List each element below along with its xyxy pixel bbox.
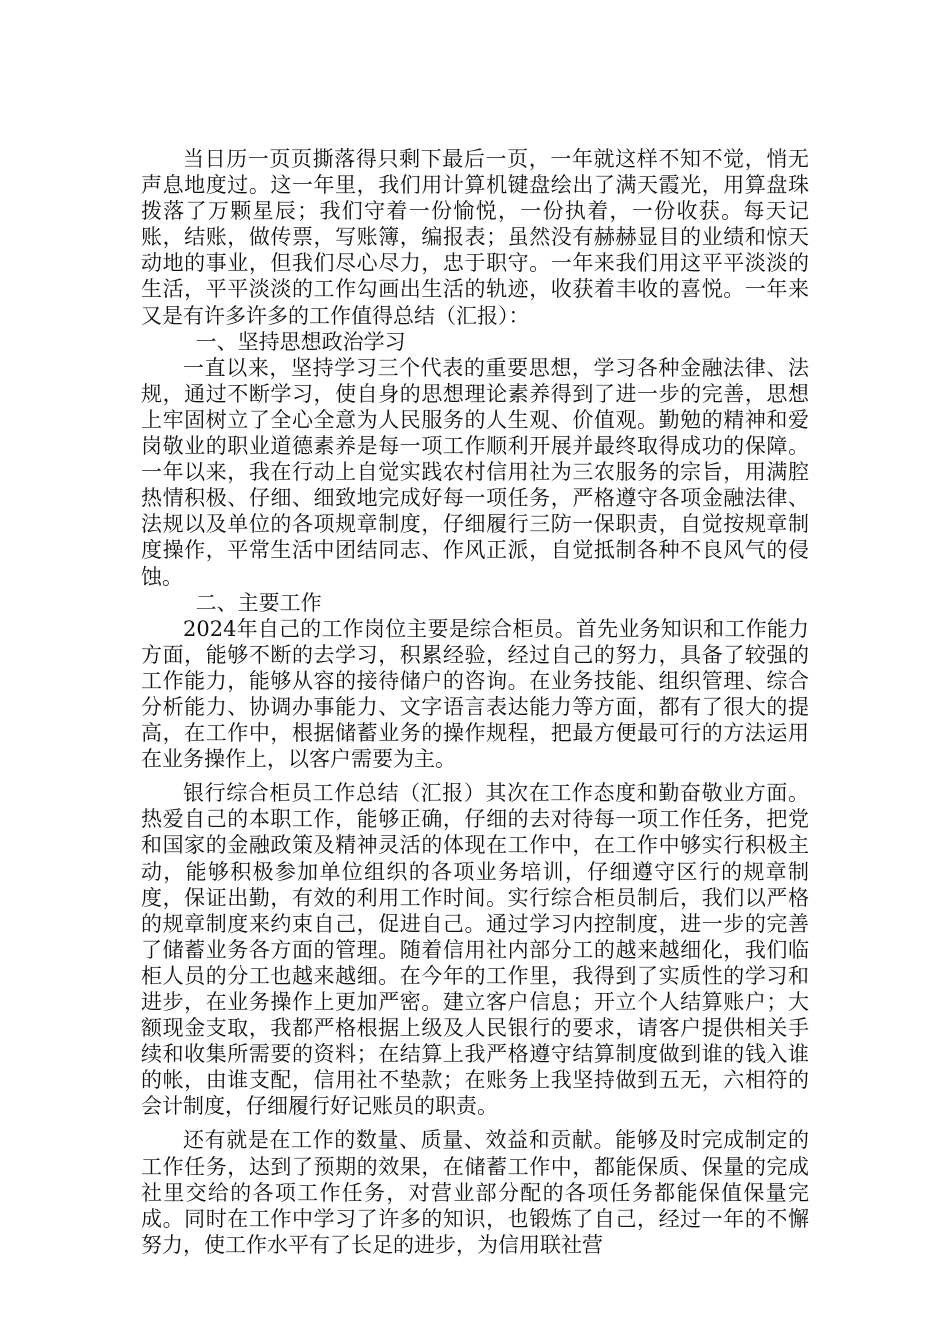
section-heading-political-study: 一、坚持思想政治学习 bbox=[195, 329, 406, 354]
document-body bbox=[141, 146, 809, 1258]
political-study-paragraph: 一直以来，坚持学习三个代表的重要思想，学习各种金融法律、法规，通过不断学习，使自身的思想理论素养得到了进一步的完善，思想上牢固树立了全心全意为人民服务的人生观、价值观。勤勉的精神和爱岗敬业的职业道德素养是每一项工作顺利开展并最终取得成功的保障。一年以来，我在行动上自觉实践农村信用社为三农服务的宗旨，用满腔热情积极、仔细、细致地完成好每一项任务，严格遵守各项金融法律、法规以及单位的各项规章制度，仔细履行三防一保职责，自觉按规章制度操作，平常生活中团结同志、作风正派，自觉抵制各种不良风气的侵蚀。 bbox=[141, 355, 809, 589]
section-heading-main-work: 二、主要工作 bbox=[195, 590, 322, 615]
intro-paragraph: 当日历一页页撕落得只剩下最后一页，一年就这样不知不觉，悄无声息地度过。这一年里，我们用计算机键盘绘出了满天霞光，用算盘珠拨落了万颗星辰；我们守着一份愉悦，一份执着，一份收获。每天记账，结账，做传票，写账簿，编报表；虽然没有赫赫显目的业绩和惊天动地的事业，但我们尽心尽力，忠于职守。一年来我们用这平平淡淡的生活，平平淡淡的工作勾画出生活的轨迹，收获着丰收的喜悦。一年来又是有许多许多的工作值得总结（汇报）： bbox=[141, 147, 809, 328]
work-attitude-paragraph: 银行综合柜员工作总结（汇报）其次在工作态度和勤奋敬业方面。热爱自己的本职工作，能够正确，仔细的去对待每一项工作任务，把党和国家的金融政策及精神灵活的体现在工作中，在工作中够实行积极主动，能够积极参加单位组织的各项业务培训，仔细遵守区行的规章制度，保证出勤，有效的利用工作时间。实行综合柜员制后，我们以严格的规章制度来约束自己，促进自己。通过学习内控制度，进一步的完善了储蓄业务各方面的管理。随着信用社内部分工的越来越细化，我们临柜人员的分工也越来越细。在今年的工作里，我得到了实质性的学习和进步，在业务操作上更加严密。建立客户信息；开立个人结算账户；大额现金支取，我都严格根据上级及人民银行的要求，请客户提供相关手续和收集所需要的资料；在结算上我严格遵守结算制度做到谁的钱入谁的帐，由谁支配，信用社不垫款；在账务上我坚持做到五无，六相符的会计制度，仔细履行好记账员的职责。 bbox=[141, 781, 809, 1119]
work-results-paragraph: 还有就是在工作的数量、质量、效益和贡献。能够及时完成制定的工作任务，达到了预期的效果，在储蓄工作中，都能保质、保量的完成社里交给的各项工作任务，对营业部分配的各项任务都能保值保量完成。同时在工作中学习了许多的知识，也锻炼了自己，经过一年的不懈努力，使工作水平有了长足的进步，为信用联社营 bbox=[141, 1128, 809, 1257]
main-work-paragraph: 2024年自己的工作岗位主要是综合柜员。首先业务知识和工作能力方面，能够不断的去学习，积累经验，经过自己的努力，具备了较强的工作能力，能够从容的接待储户的咨询。在业务技能、组织管理、综合分析能力、协调办事能力、文字语言表达能力等方面，都有了很大的提高，在工作中，根据储蓄业务的操作规程，把最方便最可行的方法运用在业务操作上，以客户需要为主。 bbox=[141, 616, 809, 772]
